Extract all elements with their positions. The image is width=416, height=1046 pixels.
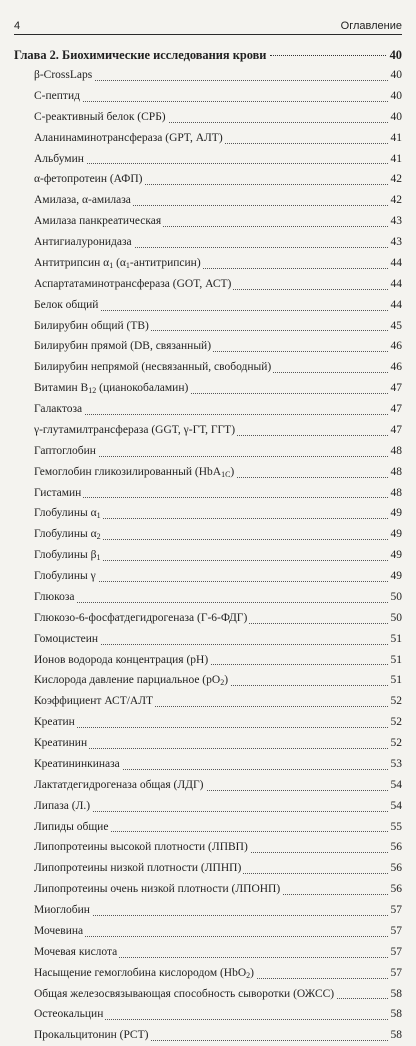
subscript: 2 [96,532,101,542]
toc-entry-label: С-пептид [34,89,80,102]
toc-entry-label: Мочевая кислота [34,945,118,958]
toc-entry [34,587,402,608]
toc-entry [34,107,402,128]
toc-entry [34,608,402,629]
subscript: 2 [220,678,225,688]
toc-entry-text: ) [230,465,235,478]
toc-entry-text: ) [224,674,229,687]
toc-entry-label: Белок общий [34,298,99,311]
toc-entry-text: Глобулины β [34,549,97,562]
toc-entry-label: Липаза (Л.) [34,799,91,812]
toc-entry [34,378,402,399]
toc-entry [34,984,402,1005]
toc-entry-label: Коэффициент АСТ/АЛТ [34,695,154,708]
leader-dots [270,55,385,56]
toc-entry-label: Общая железосвязывающая способность сыворотки (ОЖСС) [34,987,335,1000]
toc-entry [34,817,402,838]
toc-entry [34,462,402,483]
toc-entry-page: 49 [389,503,403,524]
toc-entry-page: 54 [389,775,403,796]
toc-entry [34,274,402,295]
toc-entry-label: Гомоцистеин [34,632,99,645]
toc-entry-page: 44 [389,274,403,295]
toc-entry-page: 57 [389,921,403,942]
toc-entry-page: 46 [389,336,403,357]
toc-entry-page: 42 [389,169,403,190]
toc-entry [34,336,402,357]
subscript: 1 [96,511,101,521]
toc-entry [34,545,402,566]
subscript: 1 [125,260,130,270]
toc-entry-page: 52 [389,712,403,733]
toc-entry [34,357,402,378]
toc-entry-label: γ-глутамилтрансфераза (GGT, γ-ГТ, ГГТ) [34,423,236,436]
toc-entry-label: Остеокальцин [34,1008,104,1021]
toc-entry [34,921,402,942]
toc-entry-label: Билирубин непрямой (несвязанный, свободный) [34,361,272,374]
toc-entry-page: 48 [389,441,403,462]
toc-entry-label [34,967,256,979]
toc-entry [34,754,402,775]
toc-entry-text: Антитрипсин α [34,256,110,269]
toc-entry [34,169,402,190]
toc-entry-page: 41 [389,128,403,149]
toc-entry [34,858,402,879]
toc-entry [34,128,402,149]
toc-entry-page: 58 [389,984,403,1005]
toc-entry-label: Миоглобин [34,904,90,916]
running-title: Оглавление [340,20,402,32]
toc-entry [34,211,402,232]
toc-entry-text: Насыщение гемоглобина кислородом (HbO [34,966,247,979]
toc-entry-page: 57 [389,900,403,921]
toc-entry-page: 50 [389,587,403,608]
leader-dots [34,414,402,415]
toc-entry-page: 49 [389,524,403,545]
toc-entry-label: Креатин [34,716,75,729]
toc-entry-label [34,549,102,561]
toc-entry-text: ) [250,966,255,979]
toc-entry-text: Глобулины α [34,528,97,541]
toc-entry [34,441,402,462]
toc-entry-page: 49 [389,545,403,566]
leader-dots [34,748,402,749]
toc-entry-label: Гаптоглобин [34,444,96,457]
toc-entry [34,1025,402,1046]
chapter-title: Глава 2. Биохимические исследования крови [14,48,267,62]
toc-entry-page: 56 [389,858,403,879]
toc-entry-label: С-реактивный белок (СРБ) [34,110,166,123]
toc-entry-page: 40 [389,86,403,107]
toc-entry-text: -антитрипсин) [129,256,201,269]
toc-entry [34,629,402,650]
chapter-heading [14,48,402,65]
toc-entry [34,316,402,337]
chapter-page: 40 [389,48,402,62]
toc-list [34,65,402,1042]
toc-entry-label [34,257,203,269]
toc-entry-page: 51 [389,650,403,671]
toc-entry-label: Аспартатаминотрансфераза (GOT, АСТ) [34,277,232,290]
toc-entry-page: 47 [389,378,403,399]
toc-entry [34,566,402,587]
header-rule [14,34,402,35]
subscript: 2 [246,970,251,980]
toc-entry-page: 57 [389,942,403,963]
toc-entry-page: 49 [389,566,403,587]
toc-entry-text: Витамин B [34,382,89,395]
toc-entry-page: 58 [389,1004,403,1025]
toc-entry-page: 56 [389,837,403,858]
toc-entry-label [34,528,103,540]
toc-entry-page: 52 [389,733,403,754]
toc-entry-text: Глобулины α [34,507,97,520]
toc-entry-page: 58 [389,1025,403,1046]
toc-entry-page: 46 [389,357,403,378]
toc-entry-label [34,674,230,686]
toc-entry-label: Липопротеины очень низкой плотности (ЛПОНП) [34,883,281,896]
toc-entry-label: Креатининкиназа [34,757,120,770]
toc-entry-label: Ионов водорода концентрация (pH) [34,653,209,666]
toc-entry-page: 54 [389,796,403,817]
page-number: 4 [14,20,21,32]
toc-entry [34,1004,402,1025]
toc-entry-page: 50 [389,608,403,629]
toc-entry-label: Липопротеины высокой плотности (ЛПВП) [34,841,248,854]
toc-entry [34,524,402,545]
leader-dots [34,727,402,728]
toc-entry-label: Гистамин [34,486,82,499]
toc-entry [34,295,402,316]
toc-entry-label: Галактоза [34,403,83,415]
toc-entry-page: 40 [389,107,403,128]
toc-entry-text: (α [113,256,126,269]
leader-dots [34,101,402,102]
toc-entry-label: Антигиалуронидаза [34,236,132,248]
toc-entry [34,86,402,107]
leader-dots [34,936,402,937]
toc-entry-page: 53 [389,754,403,775]
toc-entry [34,399,402,420]
subscript: 12 [88,386,97,396]
toc-entry [34,942,402,963]
toc-entry-page: 56 [389,879,403,900]
toc-entry-label: β-CrossLaps [34,69,93,81]
toc-entry-label: Глюкоза [34,590,75,603]
toc-entry-label: Аланинаминотрансфераза (GPT, АЛТ) [34,131,223,144]
toc-entry [34,796,402,817]
toc-entry [34,712,402,733]
toc-entry [34,879,402,900]
toc-entry-label: Амилаза панкреатическая [34,215,162,228]
toc-entry-page: 47 [389,420,403,441]
toc-entry-page: 47 [389,399,403,420]
toc-entry-page: 41 [389,149,403,170]
toc-entry [34,420,402,441]
toc-entry [34,232,402,253]
toc-entry [34,483,402,504]
toc-entry-page: 51 [389,629,403,650]
toc-entry-page: 43 [389,232,403,253]
toc-entry [34,670,402,691]
toc-entry-page: 48 [389,462,403,483]
toc-entry-page: 57 [389,963,403,984]
leader-dots [34,163,402,164]
toc-entry [34,253,402,274]
toc-entry [34,65,402,86]
toc-entry-label: Билирубин прямой (DB, связанный) [34,340,212,353]
subscript: 1C [221,469,231,479]
toc-entry-label [34,382,190,394]
toc-entry [34,691,402,712]
toc-entry [34,775,402,796]
toc-entry-label: Липиды общие [34,820,109,833]
toc-entry-label: Лактатдегидрогеназа общая (ЛДГ) [34,778,204,791]
toc-entry-page: 48 [389,483,403,504]
leader-dots [34,602,402,603]
toc-entry [34,900,402,921]
toc-entry-page: 52 [389,691,403,712]
subscript: 1 [96,553,101,563]
toc-entry-label: Глобулины γ [34,570,96,582]
toc-entry-page: 44 [389,295,403,316]
toc-entry [34,149,402,170]
toc-entry [34,650,402,671]
toc-entry [34,733,402,754]
toc-entry [34,190,402,211]
toc-entry-text: Кислорода давление парциальное (pO [34,674,221,687]
toc-entry-label: Глюкозо-6-фосфатдегидрогеназа (Г-6-ФДГ) [34,611,248,624]
toc-entry-label: Креатинин [34,737,88,749]
toc-entry-page: 43 [389,211,403,232]
toc-entry-label: Липопротеины низкой плотности (ЛПНП) [34,862,242,875]
toc-entry [34,963,402,984]
toc-entry-text: (цианокобаламин) [96,382,189,395]
toc-entry-label: Амилаза, α-амилаза [34,194,131,207]
toc-entry-label [34,507,103,519]
toc-entry-label: Альбумин [34,152,84,165]
toc-entry-page: 42 [389,190,403,211]
toc-entry-label: Мочевина [34,924,84,937]
toc-entry-page: 40 [389,65,403,86]
toc-entry-label: Билирубин общий (ТВ) [34,319,149,332]
toc-entry-label: Прокальцитонин (PCT) [34,1029,149,1042]
toc-entry-label: α-фетопротеин (АФП) [34,173,143,186]
toc-entry-text: Гемоглобин гликозилированный (HbA [34,465,222,478]
toc-entry-label [34,466,236,478]
toc-entry-page: 44 [389,253,403,274]
toc-entry-page: 45 [389,316,403,337]
subscript: 1 [109,260,114,270]
leader-dots [34,497,402,498]
toc-entry-page: 51 [389,670,403,691]
toc-entry [34,837,402,858]
toc-entry [34,503,402,524]
running-header [14,14,402,32]
toc-entry-page: 55 [389,817,403,838]
